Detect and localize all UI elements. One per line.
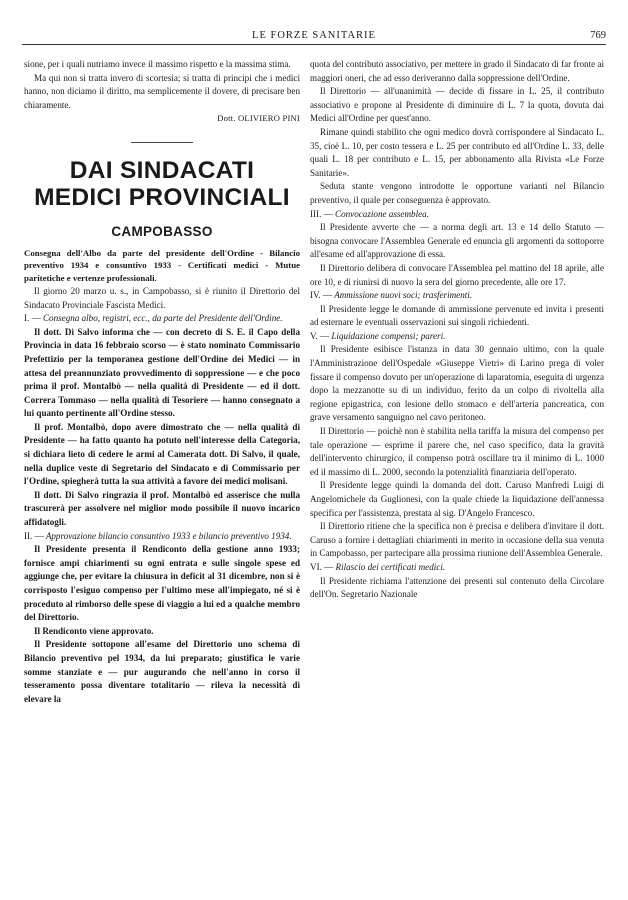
section-5-paragraph-4: Il Direttorio ritiene che la specifica non è precisa e delibera d'invitare il dott. Caruso a fornire i dettagliati chiarimenti in merito in occasione della sua venuta in Campobasso, per partecipare alla prossima riunione dell'Assemblea Generale.: [310, 521, 604, 559]
subtitle: CAMPOBASSO: [111, 223, 213, 239]
section-5-paragraph-3: Il Presidente legge quindi la domanda del dott. Caruso Manfredi Luigi di Angelomichele da Guglionesi, con la quale chiede la liquidazione dell'annessa specifica per l'assistenza, prestata al sig. D'Angelo Francesco.: [310, 480, 604, 518]
right-column: [310, 58, 604, 602]
left-column: [24, 58, 300, 706]
section-1-paragraph-3: Il dott. Di Salvo ringrazia il prof. Montalbò ed asserisce che nulla trascurerà per assolvere nel miglior modo possibile il nuovo incarico affidatogli.: [24, 489, 300, 528]
section-5-paragraph-2: Il Direttorio — poichè non è stabilita nella tariffa la misura del compenso per tale operazione — esprime il parere che, nel caso specifico, data la gravità dell'intervento chirurgico, il compenso potrà oscillare tra il minimo di L. 1000 ed il massimo di L. 2000, secondo la potenzialità finanziaria dell'operato.: [310, 426, 604, 477]
page-number: 769: [590, 30, 606, 41]
summary: Consegna dell'Albo da parte del presidente dell'Ordine - Bilancio preventivo 1934 e consuntivo 1933 - Certificati medici - Mutue paritetiche e vertenze professionali.: [24, 247, 300, 284]
section-2-paragraph-3: Il Presidente sottopone all'esame del Direttorio uno schema di Bilancio preventivo pel 1934, da lui preparato; giustifica le varie somme stanziate e — pur augurando che nell'anno in corso il tesseramento possa diventare totalitario — rileva la necessità di elevare la: [24, 639, 300, 704]
intro-paragraph-1: sione, per i quali nutriamo invece il massimo rispetto e la massima stima.: [24, 59, 291, 69]
section-1-paragraph-1: Il dott. Di Salvo informa che — con decreto di S. E. il Capo della Provincia in data 16 febbraio scorso — è stato nominato Commissario Prefettizio per la temporanea gestione dell'Ordine dei Medici — in attesa del preannunziato provvedimento di soppressione — e che poco prima il prof. Montalbò — nella qualità di Presidente — ed il dott. Correra Tommaso — nella qualità di Tesoriere — hanno consegnato a lui quanto pertinente all'Ordine stesso.: [24, 326, 300, 419]
main-title: [24, 157, 300, 211]
section-5-paragraph-1: Il Presidente esibisce l'istanza in data 30 gennaio ultimo, con la quale l'Amministrazione dell'Ospedale «Giuseppe Vietri» di Larino prega di voler fissare il compenso dovuto per un'operazione di laparatomia, eseguita di urgenza dopo la mezzanotte su di un individuo, ferito da un colpo di rivoltella alla regione epigastrica, con lesione dello stomaco e dell'arteria pancreatica, con grave versamento sanguigno nel cavo peritoneo.: [310, 344, 604, 423]
section-2-number: II. —: [24, 530, 44, 541]
meeting-paragraph: Il giorno 20 marzo u. s., in Campobasso, si è riunito il Direttorio del Sindacato Provinciale Fascista Medici.: [24, 285, 300, 310]
running-header: [22, 30, 606, 45]
section-1-number: I. —: [24, 313, 41, 324]
journal-title: LE FORZE SANITARIE: [252, 30, 376, 41]
section-2-heading: [24, 530, 300, 544]
main-title-line-2: MEDICI PROVINCIALI: [34, 183, 290, 211]
section-4-paragraph-1: Il Presidente legge le domande di ammissione pervenute ed invita i presenti ad esternare le eventuali osservazioni sui singoli richiedenti.: [310, 303, 604, 328]
section-6-heading: [310, 561, 604, 575]
section-5-heading: [310, 330, 604, 344]
continued-paragraph-3: Rimane quindi stabilito che ogni medico dovrà corrispondere al Sindacato L. 35, cioè L. 10, per costo tessera e L. 25 per contributo ed all'Ordine L. 33, delle quali L. 18 per contributo e L. 15, per abbonamento alla Rivista «Le Forze Sanitarie».: [310, 126, 604, 178]
intro-paragraph-2: Ma qui non si tratta invero di scortesia; si tratta di principi che i medici hanno, non diciamo il diritto, ma semplicemente il dovere, di precisare ben chiaramente.: [24, 72, 300, 110]
section-1-title: Consegna albo, registri, ecc., da parte del Presidente dell'Ordine.: [42, 313, 283, 324]
signature: Dott. OLIVIERO PINI: [217, 113, 300, 124]
section-1-heading: [24, 312, 300, 326]
continued-paragraph-1: quota del contributo associativo, per mettere in grado il Sindacato di far fronte ai maggiori oneri, che ad esso deriveranno dalla soppressione dell'Ordine.: [310, 59, 604, 83]
continued-paragraph-4: Seduta stante vengono introdotte le opportune varianti nel Bilancio preventivo, il quale per conseguenza è approvato.: [310, 181, 604, 205]
section-4-number: IV. —: [310, 290, 333, 301]
section-6-title: Rilascio dei certificati medici.: [335, 561, 446, 572]
continued-paragraph-2: Il Direttorio — all'unanimità — decide di fissare in L. 25, il contributo associativo e propone al Presidente di diminuire di L. 7 la quota, dovuta dai Medici all'Ordine per quest'anno.: [310, 86, 604, 124]
section-5-title: Liquidazione compensi; pareri.: [331, 330, 446, 341]
section-6-paragraph-1: Il Presidente richiama l'attenzione dei presenti sul contenuto della Circolare dell'On. Segretario Nazionale: [310, 575, 604, 600]
section-4-heading: [310, 289, 604, 303]
section-3-heading: [310, 208, 604, 222]
section-2-paragraph-2: Il Rendiconto viene approvato.: [34, 625, 154, 636]
section-4-title: Ammissione nuovi soci; trasferimenti.: [334, 290, 473, 301]
section-1-paragraph-2: Il prof. Montalbò, dopo avere dimostrato che — nella qualità di Presidente — ha fatto quanto ha potuto nell'interesse della Categoria, si dichiara lieto di cedere le armi al Camerata dott. Di Salvo, il quale, nella duplice veste di Segretario del Sindacato e di Commissario per l'Ordine, spiegherà tutta la sua attività a favore dei medici molisani.: [24, 421, 300, 487]
section-3-paragraph-2: Il Direttorio delibera di convocare l'Assemblea pel mattino del 18 aprile, alle ore 10, e di riunirsi di nuovo la sera del giorno precedente, alle ore 17.: [310, 262, 604, 287]
section-3-title: Convocazione assemblea.: [335, 208, 429, 219]
section-5-number: V. —: [310, 330, 330, 341]
main-title-line-1: DAI SINDACATI: [69, 156, 255, 184]
section-6-number: VI. —: [310, 561, 334, 572]
section-2-paragraph-1: Il Presidente presenta il Rendiconto della gestione anno 1933; fornisce ampi chiarimenti su ogni entrata e sulle singole spese ed aggiunge che, per evitare la chiusura in deficit al 31 dicembre, non si è corrisposto l'esiguo compenso per l'ultimo mese all'impiegato, né si è proceduto al rimborso delle spese di viaggio a lui ed a qualche membro del Direttorio.: [24, 544, 300, 623]
section-3-number: III. —: [310, 208, 333, 219]
section-3-paragraph-1: Il Presidente avverte che — a norma degli art. 13 e 14 dello Statuto — bisogna convocare l'Assemblea Generale ed enuncia gli argomenti da sottoporre all'esame ed all'approvazione di essa.: [310, 222, 604, 260]
section-2-title: Approvazione bilancio consuntivo 1933 e bilancio preventivo 1934.: [45, 530, 292, 541]
section-divider: [131, 142, 193, 143]
